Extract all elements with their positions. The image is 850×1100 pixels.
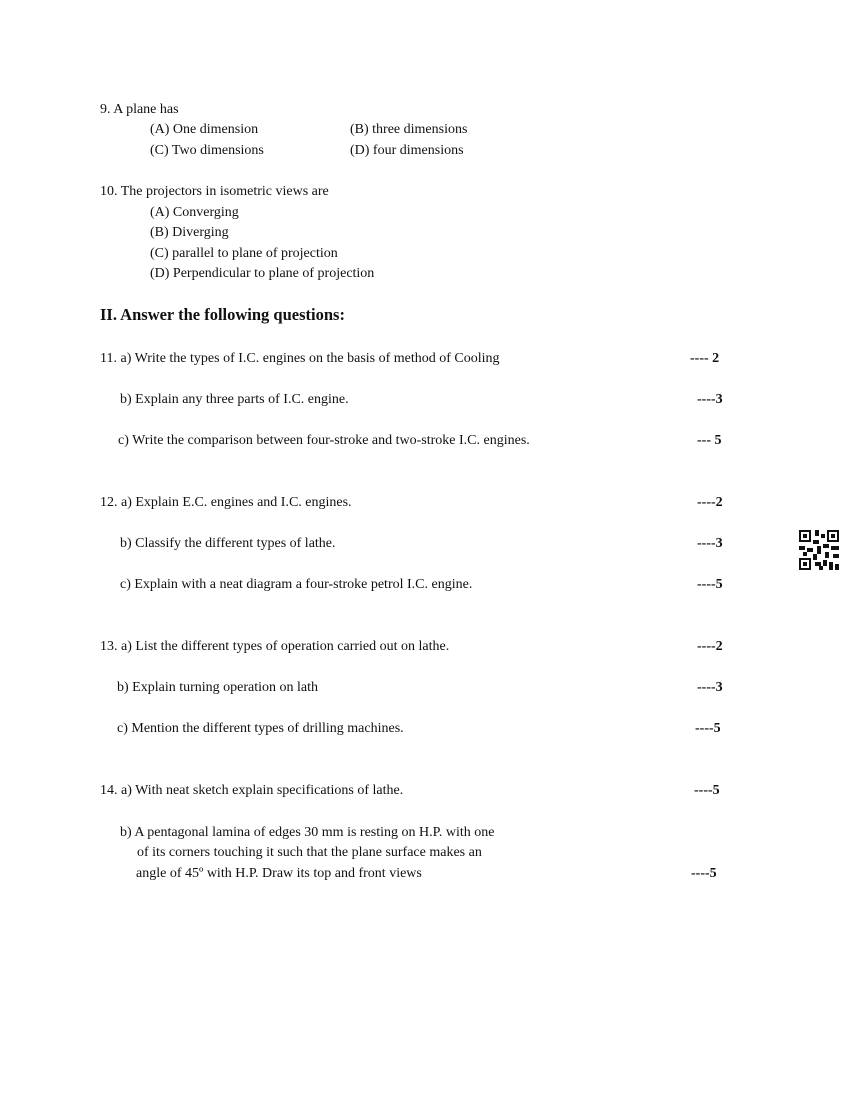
q13c-marks: ----5: [695, 721, 721, 736]
q13c-text: c) Mention the different types of drilling machines.: [117, 721, 404, 736]
q13b-marks: ----3: [697, 680, 723, 695]
q9-option-b: (B) three dimensions: [350, 122, 468, 137]
q14a-marks: ----5: [694, 783, 720, 798]
q11c-marks: --- 5: [697, 433, 722, 448]
q11b-marks: ----3: [697, 392, 723, 407]
q14a-text: 14. a) With neat sketch explain specifications of lathe.: [100, 783, 404, 798]
q14b-line-2: of its corners touching it such that the plane surface makes an: [137, 845, 482, 860]
q12c-text: c) Explain with a neat diagram a four-stroke petrol I.C. engine.: [120, 577, 473, 592]
q13a-text: 13. a) List the different types of operation carried out on lathe.: [100, 639, 450, 654]
q12a-text: 12. a) Explain E.C. engines and I.C. engines.: [100, 495, 352, 510]
q12c-marks: ----5: [697, 577, 723, 592]
q10-option-b: (B) Diverging: [150, 225, 229, 240]
q10-option-a: (A) Converging: [150, 205, 239, 220]
q9-option-a: (A) One dimension: [150, 122, 259, 137]
question-10-stem: 10. The projectors in isometric views are: [100, 184, 329, 199]
q12a-marks: ----2: [697, 495, 723, 510]
q9-option-c: (C) Two dimensions: [150, 143, 264, 158]
question-9-stem: 9. A plane has: [100, 102, 179, 117]
q14b-line-3: angle of 45º with H.P. Draw its top and front views: [136, 866, 422, 881]
q10-option-d: (D) Perpendicular to plane of projection: [150, 266, 375, 281]
qr-code-icon: [799, 530, 839, 570]
q11a-marks: ---- 2: [690, 351, 720, 366]
section-heading: II. Answer the following questions:: [100, 305, 345, 324]
q11c-text: c) Write the comparison between four-stroke and two-stroke I.C. engines.: [118, 433, 530, 448]
q12b-text: b) Classify the different types of lathe.: [120, 536, 336, 551]
q13b-text: b) Explain turning operation on lath: [117, 680, 319, 695]
q14b-line-1: b) A pentagonal lamina of edges 30 mm is resting on H.P. with one: [120, 825, 495, 840]
q13a-marks: ----2: [697, 639, 723, 654]
q10-option-c: (C) parallel to plane of projection: [150, 246, 338, 261]
q11a-text: 11. a) Write the types of I.C. engines on the basis of method of Cooling: [100, 351, 500, 366]
q9-option-d: (D) four dimensions: [350, 143, 464, 158]
q12b-marks: ----3: [697, 536, 723, 551]
q14b-marks: ----5: [691, 866, 717, 881]
q11b-text: b) Explain any three parts of I.C. engine.: [120, 392, 349, 407]
